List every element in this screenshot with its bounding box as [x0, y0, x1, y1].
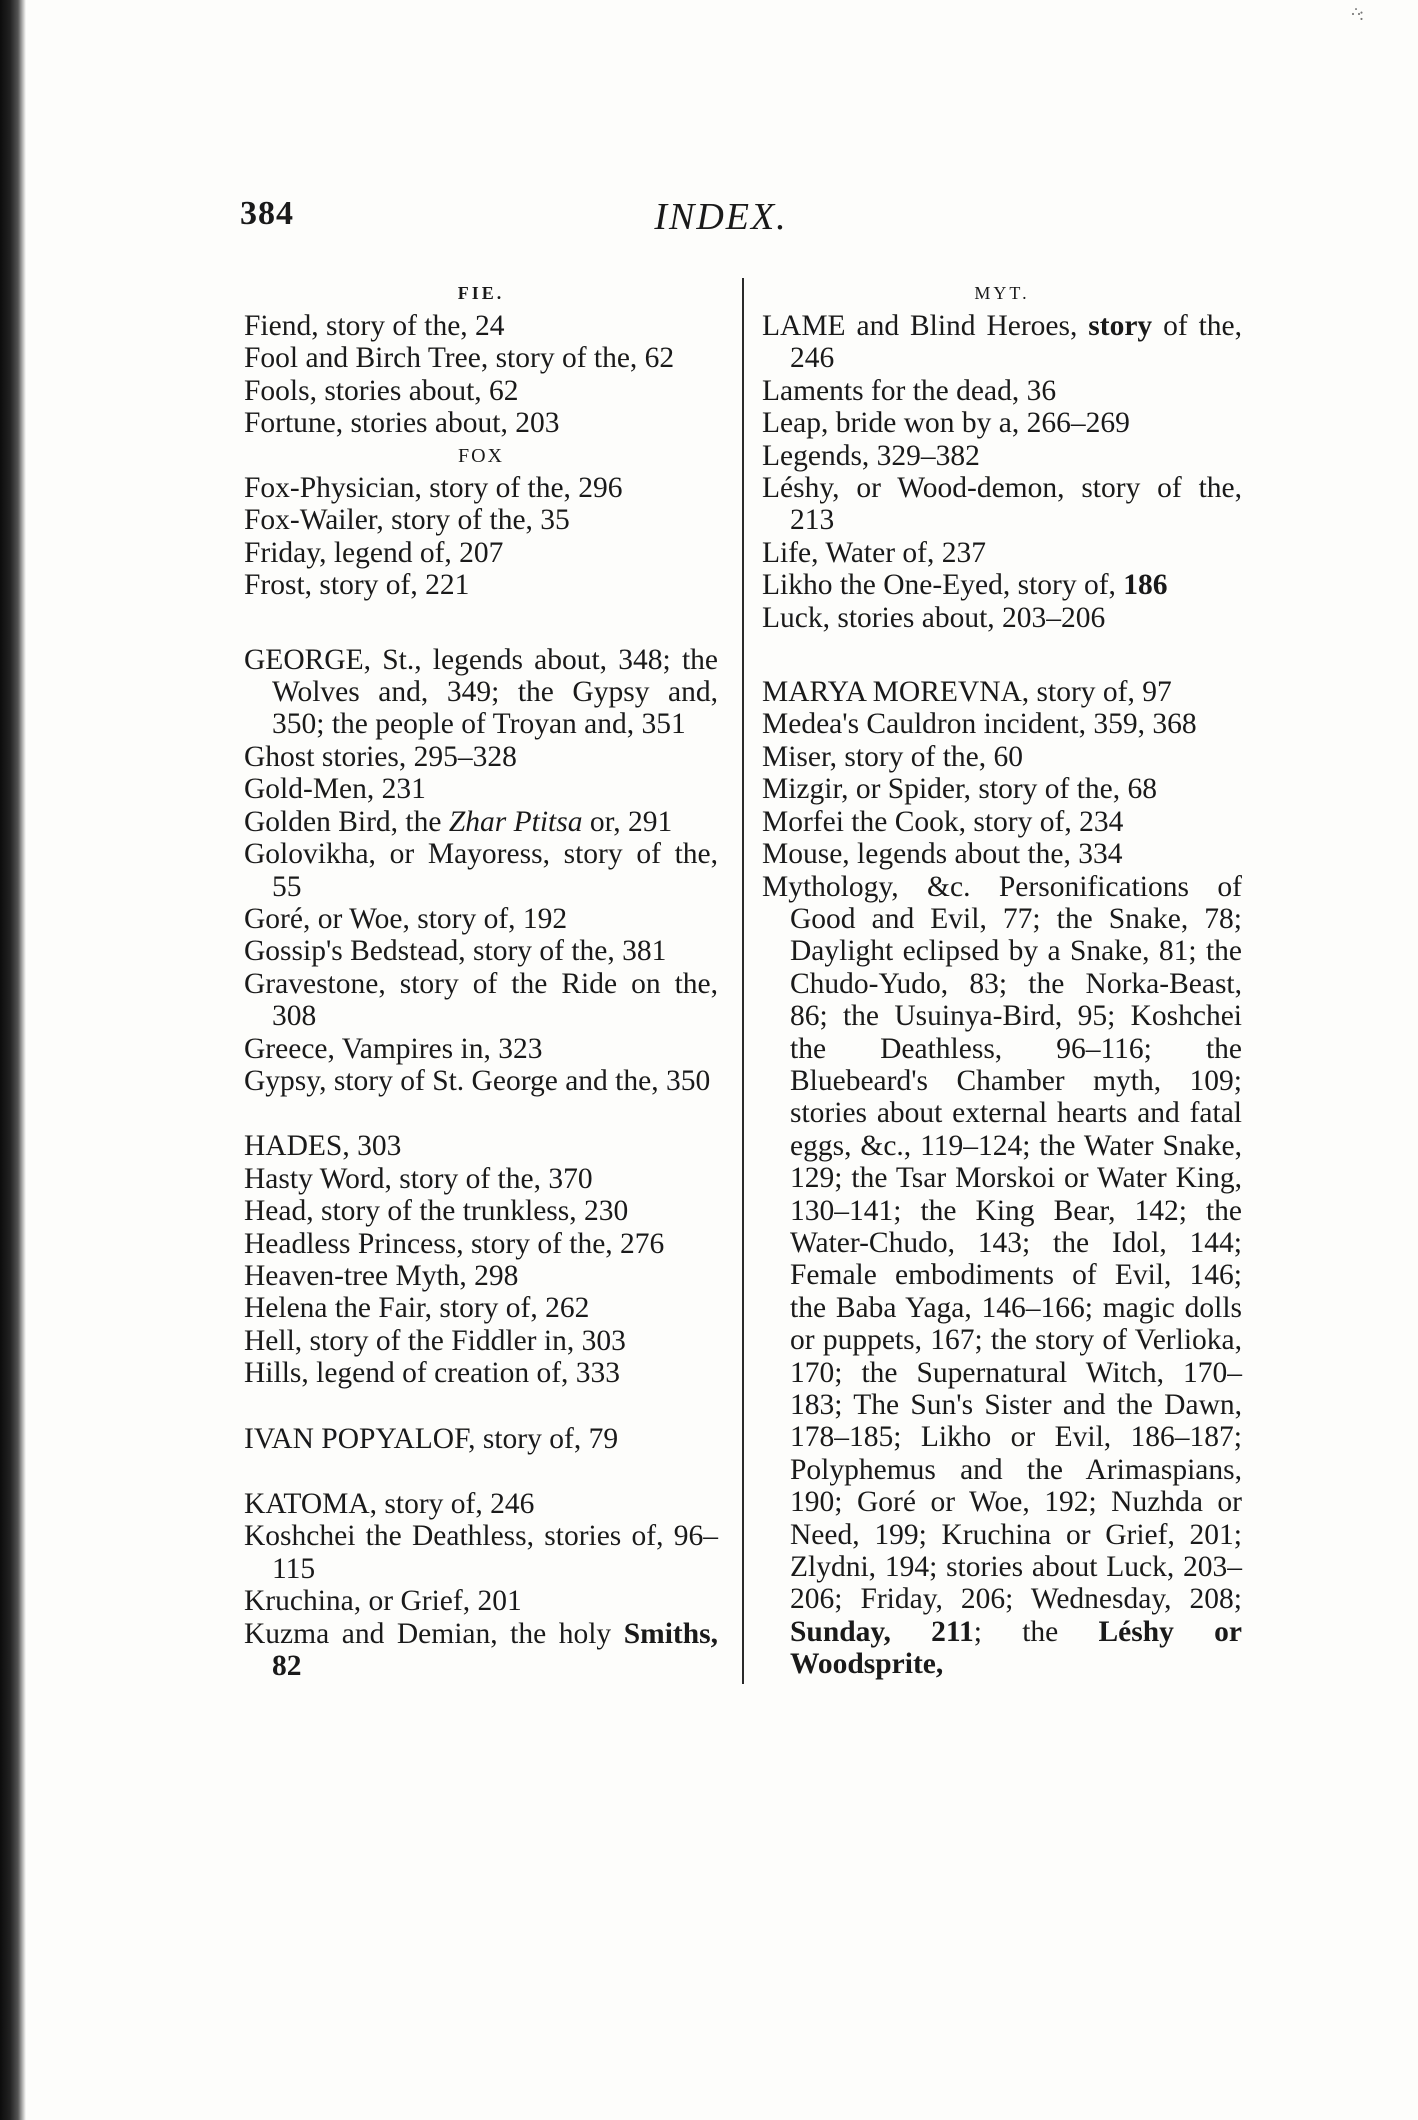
index-entry: Greece, Vampires in, 323 [244, 1032, 543, 1065]
catchword-left: FIE. [457, 283, 505, 303]
index-entry: Kruchina, or Grief, 201 [244, 1585, 522, 1618]
catchword-right: MYT. [974, 283, 1030, 303]
index-entry: Head, story of the trunkless, 230 [244, 1195, 629, 1228]
index-entry: Luck, stories about, 203–206 [762, 601, 1106, 634]
index-entry [762, 569, 1242, 601]
index-entry: Life, Water of, 237 [762, 536, 986, 569]
page-title: INDEX. [654, 196, 788, 238]
index-entry: Hasty Word, story of the, 370 [244, 1162, 593, 1195]
index-entry: Ghost stories, 295–328 [244, 740, 517, 773]
entry-bold: 186 [1123, 569, 1168, 602]
index-entry: Fool and Birch Tree, story of the, 62 [244, 342, 675, 375]
entry-bold: Sunday, 211 [790, 1615, 974, 1648]
column-divider [742, 278, 744, 1684]
index-entry: Golovikha, or Mayoress, story of the, 55 [244, 838, 718, 903]
index-entry [762, 310, 1242, 375]
index-entry: IVAN POPYALOF, story of, 79 [244, 1422, 619, 1455]
index-entry: Fortune, stories about, 203 [244, 407, 560, 440]
entry-text: LAME and Blind Heroes, [762, 310, 1089, 342]
index-entry: Gravestone, story of the Ride on the, 308 [244, 967, 718, 1033]
entry-text: Golden Bird, the [244, 805, 449, 838]
print-speck: ·˙·: [1350, 4, 1361, 24]
index-entry: Morfei the Cook, story of, 234 [762, 805, 1124, 838]
index-entry: Hills, legend of creation of, 333 [244, 1357, 621, 1390]
index-entry: Fiend, story of the, 24 [244, 310, 505, 342]
index-entry: Headless Princess, story of the, 276 [244, 1227, 665, 1260]
page-header [240, 195, 1182, 245]
index-column-right [762, 276, 1242, 1681]
entry-bold: Léshy or Woodsprite, [790, 1615, 1242, 1681]
entry-text: ; the [973, 1615, 1099, 1648]
index-entry: Miser, story of the, 60 [762, 740, 1024, 773]
index-entry: KATOMA, story of, 246 [244, 1488, 535, 1520]
entry-text: Mythology, &c. Personifications of Good and Evil, 77; the Snake, 78; Daylight eclipsed by a Snake, 81; the Chudo-Yudo, 83; the Norka-Beast, 86; the Usuinya-Bird, 95; Koshchei the Deathless, 96–116; the Bluebeard's Chamber myth, 109; stories about external hearts and fatal eggs, &c., 119–124; the Water Snake, 129; the Tsar Morskoi or Water King, 130–141; the King Bear, 142; the Water-Chudo, 143; the Idol, 144; Female embodiments of Evil, 146; the Baba Yaga, 146–166; magic dolls or puppets, 167; the story of Verlioka, 170; the Supernatural Witch, 170–183; The Sun's Sister and the Dawn, 178–185; Likho or Evil, 186–187; Polyphemus and the Arimaspians, 190; Goré or Woe, 192; Nuzhda or Need, 199; Kruchina or Grief, 201; Zlydni, 194; stories about Luck, 203–206; Friday, 206; Wednesday, 208; [762, 870, 1242, 1616]
entry-text: or, 291 [582, 805, 673, 838]
entry-bold: Smiths, 82 [272, 1617, 718, 1683]
index-column-left [244, 276, 718, 1682]
entry-italic: Zhar Ptitsa [448, 805, 583, 838]
page-binding-edge [0, 0, 26, 2120]
index-entry: Hell, story of the Fiddler in, 303 [244, 1324, 626, 1357]
index-entry: Fools, stories about, 62 [244, 374, 519, 407]
index-entry: Heaven-tree Myth, 298 [244, 1259, 519, 1292]
entry-bold: story [1088, 310, 1153, 342]
entry-text: Kuzma and Demian, the holy [244, 1617, 624, 1650]
index-entry [244, 1618, 718, 1683]
index-entry: Fox-Wailer, story of the, 35 [244, 504, 570, 537]
index-entry-mythology [762, 871, 1242, 1681]
index-entry: Fox-Physician, story of the, 296 [244, 472, 623, 505]
index-entry: MARYA MOREVNA, story of, 97 [762, 676, 1172, 709]
index-entry: Medea's Cauldron incident, 359, 368 [762, 708, 1197, 741]
index-entry: Leap, bride won by a, 266–269 [762, 407, 1130, 440]
index-entry: Laments for the dead, 36 [762, 374, 1057, 407]
entry-text: Likho the One-Eyed, story of, [762, 569, 1124, 602]
index-entry: Gossip's Bedstead, story of the, 381 [244, 935, 667, 968]
index-entry: Frost, story of, 221 [244, 569, 470, 602]
index-entry [244, 806, 718, 838]
index-entry: Mouse, legends about the, 334 [762, 838, 1123, 871]
index-entry: GEORGE, St., legends about, 348; the Wolves and, 349; the Gypsy and, 350; the people of Troyan and, 351 [244, 643, 718, 741]
index-subheading: FOX [457, 444, 504, 467]
index-entry: Goré, or Woe, story of, 192 [244, 902, 568, 935]
index-entry: Koshchei the Deathless, stories of, 96–115 [244, 1520, 718, 1585]
index-entry: Léshy, or Wood-demon, story of the, 213 [762, 472, 1242, 537]
entry-text: of the, 246 [790, 310, 1242, 375]
page-number: 384 [240, 195, 294, 232]
index-entry: Gypsy, story of St. George and the, 350 [244, 1064, 711, 1097]
index-entry: Legends, 329–382 [762, 439, 980, 472]
index-entry: Gold-Men, 231 [244, 773, 426, 806]
index-entry: Mizgir, or Spider, story of the, 68 [762, 773, 1158, 806]
index-entry: Helena the Fair, story of, 262 [244, 1292, 590, 1325]
index-entry: Friday, legend of, 207 [244, 536, 504, 569]
index-entry: HADES, 303 [244, 1130, 402, 1163]
